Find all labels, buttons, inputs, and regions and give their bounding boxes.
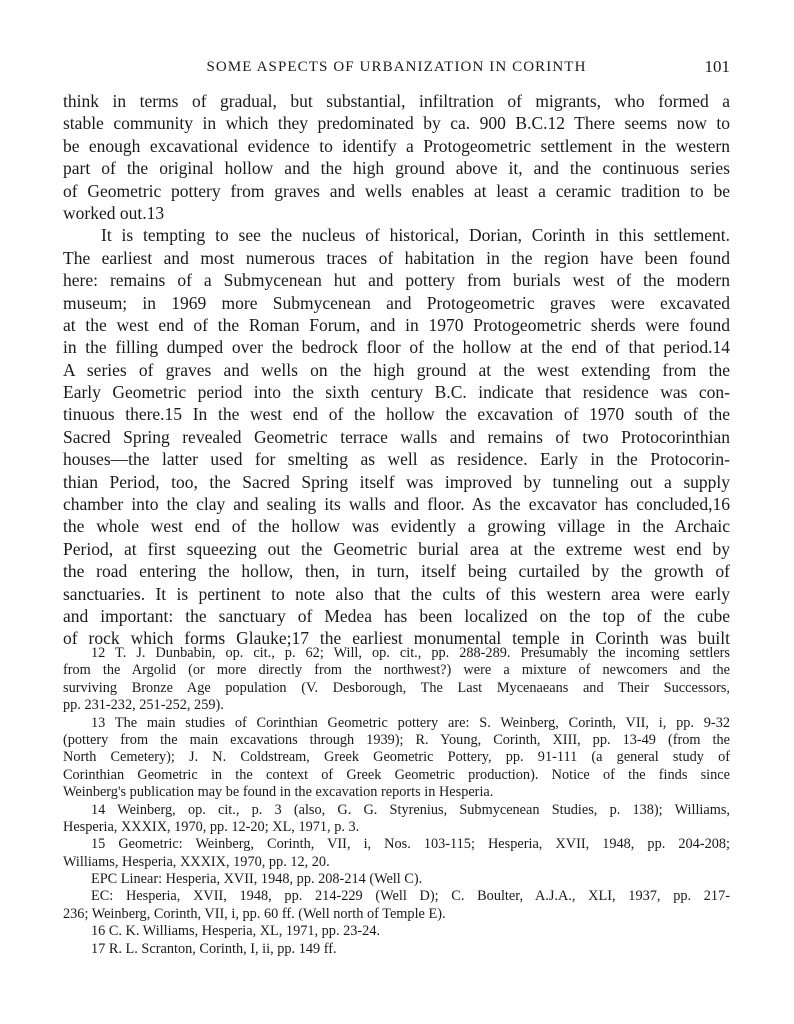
footnote-line: 236; Weinberg, Corinth, VII, i, pp. 60 ff. (Well north of Temple E). [63,905,446,922]
footnote-line: EC: Hesperia, XVII, 1948, pp. 214-229 (Well D); C. Boulter, A.J.A., XLI, 1937, pp. 217- [91,888,730,905]
footnote-line: 14 Weinberg, op. cit., p. 3 (also, G. G. Styrenius, Submycenean Studies, p. 138); Williams, [91,801,730,818]
text-line: at the west end of the Roman Forum, and in 1970 Protogeometric sherds were found [63,314,730,335]
text-line: tinuous there.15 In the west end of the hollow the excavation of 1970 south of the [63,404,730,425]
text-line: Early Geometric period into the sixth century B.C. indicate that residence was con- [63,382,730,403]
footnotes [63,645,730,958]
footnote-line: pp. 231-232, 251-252, 259). [63,697,224,714]
text-line: stable community in which they predominated by ca. 900 B.C.12 There seems now to [63,113,730,134]
footnote-line: EPC Linear: Hesperia, XVII, 1948, pp. 208-214 (Well C). [91,871,423,888]
text-line: in the filling dumped over the bedrock floor of the hollow at the end of that period.14 [63,337,730,358]
footnote-line: Hesperia, XXXIX, 1970, pp. 12-20; XL, 1971, p. 3. [63,818,360,835]
text-line: of Geometric pottery from graves and wells enables at least a ceramic tradition to be [63,180,730,201]
text-line: part of the original hollow and the high ground above it, and the continuous series [63,158,730,179]
text-line: the road entering the hollow, then, in turn, itself being curtailed by the growth of [63,561,730,582]
running-title: SOME ASPECTS OF URBANIZATION IN CORINTH [206,59,587,75]
text-line: and important: the sanctuary of Medea has been localized on the top of the cube [63,605,730,626]
text-line: chamber into the clay and sealing its walls and floor. As the excavator has concluded,16 [63,494,730,515]
page-header [63,57,730,81]
footnote-line: from the Argolid (or more directly from the northwest?) were a mixture of newcomers and the [63,662,730,679]
text-line: houses—the latter used for smelting as well as residence. Early in the Protocorin- [63,449,730,470]
footnote-line: (pottery from the main excavations through 1939); R. Young, Corinth, XIII, pp. 13-49 (from the [63,731,730,748]
text-line: worked out.13 [63,202,165,223]
text-line: be enough excavational evidence to identify a Protogeometric settlement in the western [63,135,730,156]
footnote-line: 17 R. L. Scranton, Corinth, I, ii, pp. 149 ff. [91,940,337,957]
footnote-line: 12 T. J. Dunbabin, op. cit., p. 62; Will, op. cit., pp. 288-289. Presumably the incoming settlers [91,645,730,661]
text-line: think in terms of gradual, but substantial, infiltration of migrants, who formed a [63,91,730,111]
text-line: sanctuaries. It is pertinent to note also that the cults of this western area were early [63,583,730,604]
text-line: The earliest and most numerous traces of habitation in the region have been found [63,247,730,268]
text-line: the whole west end of the hollow was evidently a growing village in the Archaic [63,516,730,537]
page-number: 101 [704,57,730,76]
text-line: thian Period, too, the Sacred Spring itself was improved by tunneling out a supply [63,471,730,492]
text-line: A series of graves and wells on the high ground at the west extending from the [63,359,730,380]
footnote-line: Williams, Hesperia, XXXIX, 1970, pp. 12, 20. [63,853,330,870]
text-line: here: remains of a Submycenean hut and pottery from burials west of the modern [63,270,730,291]
footnote-line: Weinberg's publication may be found in the excavation reports in Hesperia. [63,784,494,801]
footnote-line: 16 C. K. Williams, Hesperia, XL, 1971, pp. 23-24. [91,923,381,940]
footnote-line: surviving Bronze Age population (V. Desborough, The Last Mycenaeans and Their Successors, [63,679,730,696]
footnote-line: North Cemetery); J. N. Coldstream, Greek Geometric Pottery, pp. 91-111 (a general study of [63,749,730,766]
footnote-line: 13 The main studies of Corinthian Geometric pottery are: S. Weinberg, Corinth, VII, i, pp. 9-32 [91,714,730,731]
footnote-line: 15 Geometric: Weinberg, Corinth, VII, i, Nos. 103-115; Hesperia, XVII, 1948, pp. 204-208; [91,836,730,853]
main-text [63,90,730,650]
text-line: museum; in 1969 more Submycenean and Protogeometric graves were excavated [63,292,730,313]
footnote-line: Corinthian Geometric in the context of Greek Geometric production). Notice of the finds since [63,766,730,783]
text-line: Period, at first squeezing out the Geometric burial area at the extreme west end by [63,538,730,559]
text-line: It is tempting to see the nucleus of historical, Dorian, Corinth in this settlement. [101,225,730,246]
text-line: of rock which forms Glauke;17 the earliest monumental temple in Corinth was built [63,628,730,649]
text-line: Sacred Spring revealed Geometric terrace walls and remains of two Protocorinthian [63,426,730,447]
